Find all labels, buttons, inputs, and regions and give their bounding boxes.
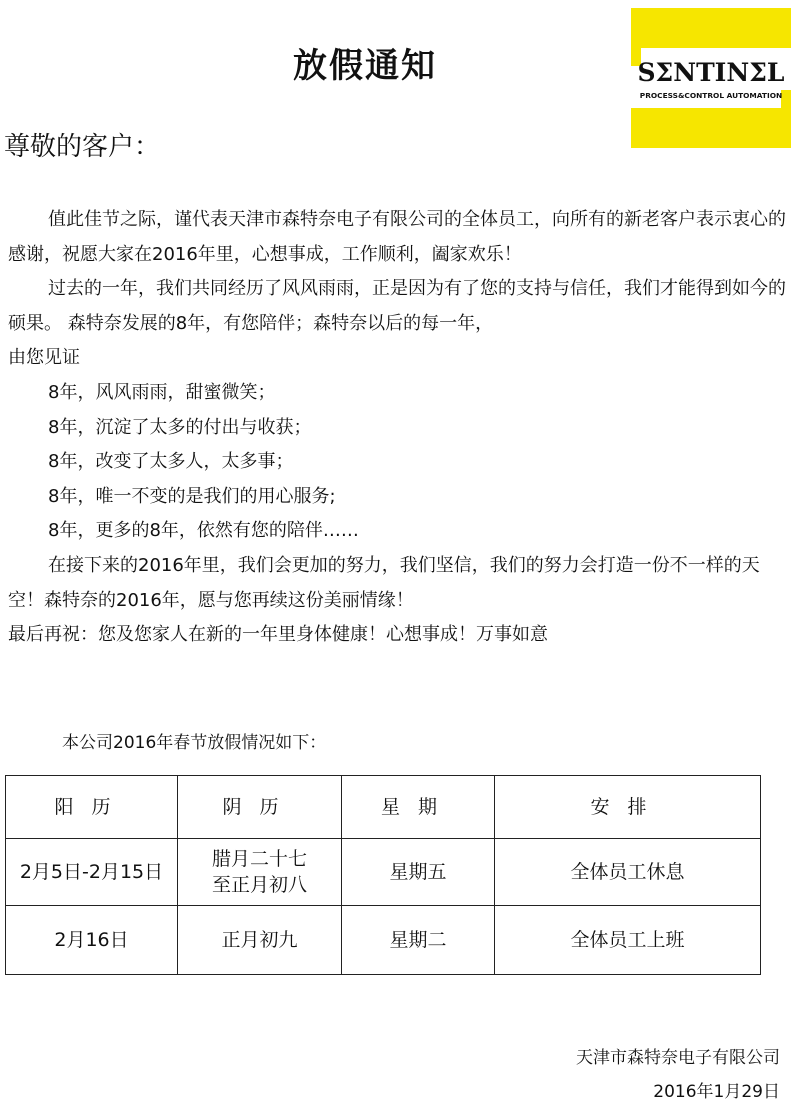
holiday-table <box>5 775 761 975</box>
cell-solar-date: 2月5日-2月15日 <box>6 839 178 906</box>
table-row <box>6 839 761 906</box>
footer-company: 天津市森特奈电子有限公司 <box>576 1048 780 1068</box>
cell-lunar-date: 腊月二十七 至正月初八 <box>178 839 342 906</box>
footer-date: 2016年1月29日 <box>653 1082 780 1102</box>
sentinel-logo-graphic <box>631 8 791 148</box>
page-title: 放假通知 <box>293 46 437 86</box>
table-intro: 本公司2016年春节放假情况如下： <box>62 733 327 753</box>
header-solar-date: 阳历 <box>6 776 178 839</box>
paragraph-line: 8年，更多的8年，依然有您的陪伴…… <box>48 520 359 542</box>
greeting: 尊敬的客户： <box>4 132 161 162</box>
paragraph-review: 过去的一年，我们共同经历了风风雨雨，正是因为有了您的支持与信任，我们才能得到如今的硕果。 森特奈发展的8年，有您陪伴；森特奈以后的每一年， <box>8 278 786 334</box>
paragraph-wishes: 最后再祝：您及您家人在新的一年里身体健康！心想事成！万事如意 <box>8 624 548 646</box>
table-row <box>6 906 761 975</box>
header-lunar-date: 阴历 <box>178 776 342 839</box>
paragraph-line: 8年，风风雨雨，甜蜜微笑； <box>48 381 276 403</box>
cell-arrangement: 全体员工上班 <box>495 906 761 975</box>
notice-body <box>8 203 788 653</box>
svg-text:PROCESS&CONTROL AUTOMATION: PROCESS&CONTROL AUTOMATION <box>639 91 783 100</box>
cell-lunar-date: 正月初九 <box>178 906 342 975</box>
table-header-row <box>6 776 761 839</box>
paragraph-line: 8年，唯一不变的是我们的用心服务; <box>48 485 336 507</box>
sentinel-logo <box>631 8 791 148</box>
paragraph-line: 8年，沉淀了太多的付出与收获； <box>48 416 312 438</box>
paragraph-future: 在接下来的2016年里，我们会更加的努力，我们坚信，我们的努力会打造一份不一样的天空！森特奈的2016年，愿与您再续这份美丽情缘！ <box>8 554 760 611</box>
paragraph-greetings: 值此佳节之际，谨代表天津市森特奈电子有限公司的全体员工，向所有的新老客户表示衷心的感谢，祝愿大家在2016年里，心想事成，工作顺利，阖家欢乐！ <box>8 209 786 265</box>
header-arrangement: 安排 <box>495 776 761 839</box>
svg-text:SΣNTINΣL: SΣNTINΣL <box>637 58 785 87</box>
paragraph-witness: 由您见证 <box>8 347 80 369</box>
paragraph-line: 8年，改变了太多人，太多事； <box>48 451 294 473</box>
cell-weekday: 星期二 <box>342 906 495 975</box>
cell-arrangement: 全体员工休息 <box>495 839 761 906</box>
cell-weekday: 星期五 <box>342 839 495 906</box>
cell-solar-date: 2月16日 <box>6 906 178 975</box>
header-weekday: 星期 <box>342 776 495 839</box>
